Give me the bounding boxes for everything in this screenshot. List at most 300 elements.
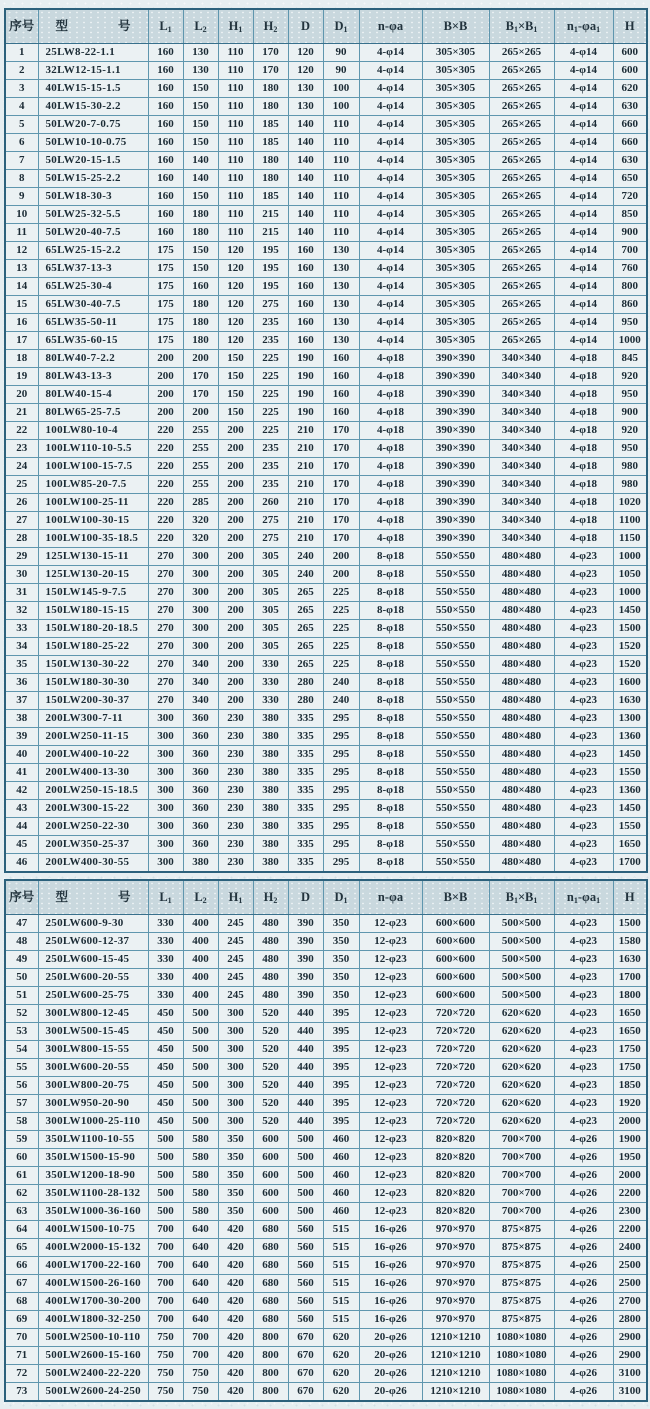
value-cell: 390 bbox=[288, 951, 323, 969]
value-cell: 600×600 bbox=[422, 969, 489, 987]
value-cell: 4-φ23 bbox=[554, 1005, 613, 1023]
table-row bbox=[5, 1311, 647, 1329]
header-row bbox=[5, 880, 647, 915]
value-cell: 8-φ18 bbox=[359, 566, 422, 584]
table-row bbox=[5, 62, 647, 80]
value-cell: 265×265 bbox=[489, 80, 554, 98]
value-cell: 160 bbox=[288, 296, 323, 314]
value-cell: 225 bbox=[323, 638, 359, 656]
value-cell: 875×875 bbox=[489, 1257, 554, 1275]
value-cell: 670 bbox=[288, 1329, 323, 1347]
value-cell: 700 bbox=[183, 1347, 218, 1365]
value-cell: 305×305 bbox=[422, 98, 489, 116]
value-cell: 390×390 bbox=[422, 458, 489, 476]
value-cell: 500 bbox=[183, 1023, 218, 1041]
value-cell: 390 bbox=[288, 915, 323, 933]
table-row bbox=[5, 656, 647, 674]
model-cell: 300LW800-20-75 bbox=[38, 1077, 148, 1095]
value-cell: 420 bbox=[218, 1293, 253, 1311]
value-cell: 800 bbox=[253, 1383, 288, 1402]
value-cell: 200 bbox=[218, 692, 253, 710]
value-cell: 520 bbox=[253, 1077, 288, 1095]
value-cell: 2000 bbox=[613, 1167, 647, 1185]
value-cell: 620×620 bbox=[489, 1023, 554, 1041]
value-cell: 1360 bbox=[613, 782, 647, 800]
value-cell: 650 bbox=[613, 170, 647, 188]
value-cell: 4-φ18 bbox=[554, 494, 613, 512]
value-cell: 170 bbox=[253, 44, 288, 62]
value-cell: 630 bbox=[613, 98, 647, 116]
value-cell: 4-φ23 bbox=[554, 674, 613, 692]
column-header: 型 号 bbox=[38, 880, 148, 915]
column-header: 序号 bbox=[5, 9, 38, 44]
row-index-cell: 14 bbox=[5, 278, 38, 296]
row-index-cell: 55 bbox=[5, 1059, 38, 1077]
value-cell: 4-φ23 bbox=[554, 854, 613, 873]
value-cell: 190 bbox=[288, 350, 323, 368]
value-cell: 4-φ14 bbox=[554, 152, 613, 170]
model-cell: 150LW180-30-30 bbox=[38, 674, 148, 692]
table-row bbox=[5, 80, 647, 98]
value-cell: 230 bbox=[218, 710, 253, 728]
value-cell: 400 bbox=[183, 969, 218, 987]
value-cell: 225 bbox=[253, 350, 288, 368]
value-cell: 265×265 bbox=[489, 260, 554, 278]
value-cell: 480 bbox=[253, 933, 288, 951]
table-row bbox=[5, 1383, 647, 1402]
value-cell: 1210×1210 bbox=[422, 1329, 489, 1347]
table-row bbox=[5, 836, 647, 854]
value-cell: 160 bbox=[288, 314, 323, 332]
table-row bbox=[5, 692, 647, 710]
value-cell: 8-φ18 bbox=[359, 836, 422, 854]
model-cell: 50LW15-25-2.2 bbox=[38, 170, 148, 188]
value-cell: 680 bbox=[253, 1311, 288, 1329]
value-cell: 420 bbox=[218, 1311, 253, 1329]
value-cell: 580 bbox=[183, 1149, 218, 1167]
table-row bbox=[5, 476, 647, 494]
value-cell: 275 bbox=[253, 512, 288, 530]
value-cell: 2900 bbox=[613, 1347, 647, 1365]
value-cell: 550×550 bbox=[422, 800, 489, 818]
value-cell: 220 bbox=[148, 476, 183, 494]
value-cell: 550×550 bbox=[422, 674, 489, 692]
value-cell: 170 bbox=[183, 368, 218, 386]
value-cell: 600×600 bbox=[422, 933, 489, 951]
value-cell: 4-φ18 bbox=[359, 440, 422, 458]
value-cell: 550×550 bbox=[422, 710, 489, 728]
value-cell: 500×500 bbox=[489, 951, 554, 969]
value-cell: 600 bbox=[253, 1149, 288, 1167]
value-cell: 680 bbox=[253, 1221, 288, 1239]
value-cell: 240 bbox=[323, 692, 359, 710]
value-cell: 1450 bbox=[613, 746, 647, 764]
table-row bbox=[5, 1113, 647, 1131]
row-index-cell: 38 bbox=[5, 710, 38, 728]
value-cell: 4-φ14 bbox=[359, 242, 422, 260]
value-cell: 185 bbox=[253, 188, 288, 206]
model-cell: 80LW43-13-3 bbox=[38, 368, 148, 386]
row-index-cell: 31 bbox=[5, 584, 38, 602]
value-cell: 8-φ18 bbox=[359, 548, 422, 566]
value-cell: 400 bbox=[183, 951, 218, 969]
row-index-cell: 48 bbox=[5, 933, 38, 951]
value-cell: 4-φ18 bbox=[554, 404, 613, 422]
value-cell: 305 bbox=[253, 638, 288, 656]
row-index-cell: 47 bbox=[5, 915, 38, 933]
value-cell: 500 bbox=[288, 1167, 323, 1185]
value-cell: 1150 bbox=[613, 530, 647, 548]
value-cell: 580 bbox=[183, 1185, 218, 1203]
model-cell: 200LW250-11-15 bbox=[38, 728, 148, 746]
value-cell: 2200 bbox=[613, 1221, 647, 1239]
value-cell: 1080×1080 bbox=[489, 1383, 554, 1402]
value-cell: 800 bbox=[253, 1329, 288, 1347]
table-row bbox=[5, 188, 647, 206]
value-cell: 300 bbox=[148, 746, 183, 764]
value-cell: 265×265 bbox=[489, 188, 554, 206]
value-cell: 4-φ14 bbox=[359, 134, 422, 152]
value-cell: 4-φ14 bbox=[554, 170, 613, 188]
value-cell: 4-φ26 bbox=[554, 1167, 613, 1185]
column-header: $L_2$ bbox=[183, 880, 218, 915]
value-cell: 520 bbox=[253, 1005, 288, 1023]
value-cell: 500×500 bbox=[489, 969, 554, 987]
value-cell: 4-φ14 bbox=[554, 80, 613, 98]
value-cell: 305×305 bbox=[422, 332, 489, 350]
value-cell: 4-φ26 bbox=[554, 1185, 613, 1203]
value-cell: 1080×1080 bbox=[489, 1365, 554, 1383]
value-cell: 450 bbox=[148, 1095, 183, 1113]
value-cell: 860 bbox=[613, 296, 647, 314]
value-cell: 4-φ14 bbox=[554, 278, 613, 296]
value-cell: 700×700 bbox=[489, 1185, 554, 1203]
value-cell: 4-φ26 bbox=[554, 1275, 613, 1293]
model-cell: 400LW1800-32-250 bbox=[38, 1311, 148, 1329]
value-cell: 180 bbox=[253, 98, 288, 116]
value-cell: 400 bbox=[183, 933, 218, 951]
value-cell: 200 bbox=[218, 476, 253, 494]
value-cell: 1800 bbox=[613, 987, 647, 1005]
value-cell: 4-φ14 bbox=[554, 296, 613, 314]
value-cell: 220 bbox=[148, 458, 183, 476]
value-cell: 500 bbox=[288, 1149, 323, 1167]
value-cell: 160 bbox=[148, 188, 183, 206]
value-cell: 720×720 bbox=[422, 1023, 489, 1041]
value-cell: 90 bbox=[323, 44, 359, 62]
value-cell: 1500 bbox=[613, 915, 647, 933]
value-cell: 16-φ26 bbox=[359, 1239, 422, 1257]
value-cell: 305 bbox=[253, 602, 288, 620]
value-cell: 350 bbox=[218, 1131, 253, 1149]
value-cell: 335 bbox=[288, 782, 323, 800]
row-index-cell: 51 bbox=[5, 987, 38, 1005]
value-cell: 700 bbox=[148, 1275, 183, 1293]
row-index-cell: 46 bbox=[5, 854, 38, 873]
value-cell: 4-φ18 bbox=[554, 530, 613, 548]
model-cell: 200LW350-25-37 bbox=[38, 836, 148, 854]
value-cell: 330 bbox=[148, 915, 183, 933]
value-cell: 680 bbox=[253, 1239, 288, 1257]
table-row bbox=[5, 710, 647, 728]
value-cell: 12-φ23 bbox=[359, 1113, 422, 1131]
value-cell: 390 bbox=[288, 969, 323, 987]
value-cell: 550×550 bbox=[422, 854, 489, 873]
value-cell: 150 bbox=[218, 350, 253, 368]
value-cell: 800 bbox=[253, 1365, 288, 1383]
value-cell: 300 bbox=[148, 818, 183, 836]
value-cell: 335 bbox=[288, 728, 323, 746]
value-cell: 970×970 bbox=[422, 1221, 489, 1239]
value-cell: 4-φ23 bbox=[554, 728, 613, 746]
value-cell: 390×390 bbox=[422, 440, 489, 458]
value-cell: 195 bbox=[253, 278, 288, 296]
value-cell: 4-φ18 bbox=[554, 476, 613, 494]
model-cell: 250LW600-12-37 bbox=[38, 933, 148, 951]
value-cell: 175 bbox=[148, 278, 183, 296]
value-cell: 245 bbox=[218, 915, 253, 933]
value-cell: 980 bbox=[613, 476, 647, 494]
value-cell: 480 bbox=[253, 915, 288, 933]
row-index-cell: 63 bbox=[5, 1203, 38, 1221]
value-cell: 4-φ23 bbox=[554, 620, 613, 638]
value-cell: 700 bbox=[613, 242, 647, 260]
value-cell: 390×390 bbox=[422, 422, 489, 440]
value-cell: 440 bbox=[288, 1113, 323, 1131]
value-cell: 210 bbox=[288, 494, 323, 512]
value-cell: 140 bbox=[288, 224, 323, 242]
row-index-cell: 17 bbox=[5, 332, 38, 350]
value-cell: 210 bbox=[288, 476, 323, 494]
value-cell: 400 bbox=[183, 987, 218, 1005]
value-cell: 700 bbox=[148, 1257, 183, 1275]
value-cell: 620×620 bbox=[489, 1059, 554, 1077]
value-cell: 4-φ18 bbox=[554, 440, 613, 458]
value-cell: 180 bbox=[183, 296, 218, 314]
value-cell: 480×480 bbox=[489, 620, 554, 638]
value-cell: 2400 bbox=[613, 1239, 647, 1257]
value-cell: 120 bbox=[218, 314, 253, 332]
table-row bbox=[5, 987, 647, 1005]
value-cell: 4-φ18 bbox=[359, 386, 422, 404]
table-row bbox=[5, 951, 647, 969]
value-cell: 330 bbox=[148, 969, 183, 987]
value-cell: 100 bbox=[323, 98, 359, 116]
value-cell: 185 bbox=[253, 116, 288, 134]
value-cell: 110 bbox=[323, 188, 359, 206]
model-cell: 300LW800-15-55 bbox=[38, 1041, 148, 1059]
value-cell: 4-φ23 bbox=[554, 584, 613, 602]
value-cell: 520 bbox=[253, 1041, 288, 1059]
value-cell: 8-φ18 bbox=[359, 602, 422, 620]
column-header: $n_1-\varphi a_1$ bbox=[554, 9, 613, 44]
value-cell: 4-φ23 bbox=[554, 1113, 613, 1131]
value-cell: 265×265 bbox=[489, 170, 554, 188]
model-cell: 400LW2000-15-132 bbox=[38, 1239, 148, 1257]
value-cell: 330 bbox=[253, 674, 288, 692]
value-cell: 550×550 bbox=[422, 656, 489, 674]
model-cell: 125LW130-15-11 bbox=[38, 548, 148, 566]
value-cell: 460 bbox=[323, 1131, 359, 1149]
column-header: $L_1$ bbox=[148, 880, 183, 915]
value-cell: 295 bbox=[323, 836, 359, 854]
value-cell: 340×340 bbox=[489, 386, 554, 404]
value-cell: 500 bbox=[288, 1185, 323, 1203]
model-cell: 350LW1000-36-160 bbox=[38, 1203, 148, 1221]
value-cell: 1500 bbox=[613, 620, 647, 638]
value-cell: 630 bbox=[613, 152, 647, 170]
value-cell: 360 bbox=[183, 818, 218, 836]
row-index-cell: 52 bbox=[5, 1005, 38, 1023]
column-header: $L_1$ bbox=[148, 9, 183, 44]
value-cell: 350 bbox=[323, 915, 359, 933]
column-header: D bbox=[288, 880, 323, 915]
table-row bbox=[5, 1041, 647, 1059]
value-cell: 340×340 bbox=[489, 404, 554, 422]
value-cell: 950 bbox=[613, 386, 647, 404]
value-cell: 8-φ18 bbox=[359, 818, 422, 836]
value-cell: 450 bbox=[148, 1023, 183, 1041]
row-index-cell: 21 bbox=[5, 404, 38, 422]
value-cell: 360 bbox=[183, 728, 218, 746]
value-cell: 110 bbox=[218, 98, 253, 116]
row-index-cell: 8 bbox=[5, 170, 38, 188]
value-cell: 305 bbox=[253, 620, 288, 638]
table-row bbox=[5, 818, 647, 836]
value-cell: 90 bbox=[323, 62, 359, 80]
value-cell: 280 bbox=[288, 692, 323, 710]
value-cell: 230 bbox=[218, 782, 253, 800]
value-cell: 265×265 bbox=[489, 152, 554, 170]
value-cell: 140 bbox=[288, 152, 323, 170]
value-cell: 390 bbox=[288, 933, 323, 951]
value-cell: 720×720 bbox=[422, 1113, 489, 1131]
value-cell: 480×480 bbox=[489, 746, 554, 764]
value-cell: 700×700 bbox=[489, 1149, 554, 1167]
value-cell: 500 bbox=[148, 1203, 183, 1221]
value-cell: 225 bbox=[323, 584, 359, 602]
column-header: 序号 bbox=[5, 880, 38, 915]
table-row bbox=[5, 494, 647, 512]
value-cell: 4-φ26 bbox=[554, 1131, 613, 1149]
value-cell: 420 bbox=[218, 1257, 253, 1275]
model-cell: 50LW20-15-1.5 bbox=[38, 152, 148, 170]
value-cell: 1300 bbox=[613, 710, 647, 728]
value-cell: 175 bbox=[148, 332, 183, 350]
value-cell: 480×480 bbox=[489, 602, 554, 620]
value-cell: 4-φ14 bbox=[554, 314, 613, 332]
value-cell: 380 bbox=[253, 818, 288, 836]
value-cell: 550×550 bbox=[422, 746, 489, 764]
value-cell: 440 bbox=[288, 1077, 323, 1095]
table-row bbox=[5, 746, 647, 764]
value-cell: 4-φ18 bbox=[359, 512, 422, 530]
value-cell: 12-φ23 bbox=[359, 1005, 422, 1023]
value-cell: 480×480 bbox=[489, 548, 554, 566]
value-cell: 820×820 bbox=[422, 1203, 489, 1221]
model-cell: 150LW180-15-15 bbox=[38, 602, 148, 620]
value-cell: 480×480 bbox=[489, 584, 554, 602]
model-cell: 350LW1100-10-55 bbox=[38, 1131, 148, 1149]
value-cell: 4-φ26 bbox=[554, 1383, 613, 1402]
value-cell: 305×305 bbox=[422, 224, 489, 242]
value-cell: 750 bbox=[148, 1329, 183, 1347]
table-row bbox=[5, 1059, 647, 1077]
value-cell: 130 bbox=[323, 296, 359, 314]
value-cell: 480×480 bbox=[489, 566, 554, 584]
value-cell: 305×305 bbox=[422, 170, 489, 188]
value-cell: 395 bbox=[323, 1095, 359, 1113]
value-cell: 295 bbox=[323, 818, 359, 836]
value-cell: 190 bbox=[288, 404, 323, 422]
value-cell: 110 bbox=[218, 224, 253, 242]
value-cell: 200 bbox=[218, 530, 253, 548]
value-cell: 8-φ18 bbox=[359, 692, 422, 710]
value-cell: 850 bbox=[613, 206, 647, 224]
value-cell: 450 bbox=[148, 1113, 183, 1131]
value-cell: 550×550 bbox=[422, 764, 489, 782]
value-cell: 265×265 bbox=[489, 278, 554, 296]
table-row bbox=[5, 512, 647, 530]
column-header: $H_2$ bbox=[253, 9, 288, 44]
row-index-cell: 11 bbox=[5, 224, 38, 242]
value-cell: 1360 bbox=[613, 728, 647, 746]
value-cell: 550×550 bbox=[422, 584, 489, 602]
value-cell: 160 bbox=[148, 80, 183, 98]
value-cell: 4-φ14 bbox=[359, 260, 422, 278]
value-cell: 420 bbox=[218, 1347, 253, 1365]
column-header: D bbox=[288, 9, 323, 44]
value-cell: 210 bbox=[288, 512, 323, 530]
value-cell: 255 bbox=[183, 440, 218, 458]
value-cell: 160 bbox=[323, 386, 359, 404]
value-cell: 550×550 bbox=[422, 782, 489, 800]
value-cell: 440 bbox=[288, 1059, 323, 1077]
value-cell: 170 bbox=[323, 440, 359, 458]
value-cell: 300 bbox=[148, 728, 183, 746]
value-cell: 1000 bbox=[613, 584, 647, 602]
value-cell: 4-φ14 bbox=[554, 224, 613, 242]
value-cell: 265 bbox=[288, 620, 323, 638]
value-cell: 225 bbox=[253, 404, 288, 422]
value-cell: 160 bbox=[288, 332, 323, 350]
row-index-cell: 30 bbox=[5, 566, 38, 584]
value-cell: 340×340 bbox=[489, 512, 554, 530]
value-cell: 640 bbox=[183, 1239, 218, 1257]
model-cell: 150LW180-25-22 bbox=[38, 638, 148, 656]
row-index-cell: 22 bbox=[5, 422, 38, 440]
value-cell: 295 bbox=[323, 710, 359, 728]
row-index-cell: 27 bbox=[5, 512, 38, 530]
value-cell: 330 bbox=[253, 656, 288, 674]
value-cell: 515 bbox=[323, 1239, 359, 1257]
value-cell: 4-φ23 bbox=[554, 1023, 613, 1041]
value-cell: 160 bbox=[323, 350, 359, 368]
value-cell: 4-φ14 bbox=[359, 152, 422, 170]
value-cell: 2000 bbox=[613, 1113, 647, 1131]
value-cell: 120 bbox=[218, 242, 253, 260]
value-cell: 550×550 bbox=[422, 548, 489, 566]
value-cell: 12-φ23 bbox=[359, 1167, 422, 1185]
value-cell: 750 bbox=[183, 1383, 218, 1402]
value-cell: 800 bbox=[253, 1347, 288, 1365]
value-cell: 4-φ23 bbox=[554, 800, 613, 818]
row-index-cell: 32 bbox=[5, 602, 38, 620]
value-cell: 4-φ23 bbox=[554, 746, 613, 764]
row-index-cell: 44 bbox=[5, 818, 38, 836]
table-row bbox=[5, 1167, 647, 1185]
value-cell: 340 bbox=[183, 674, 218, 692]
